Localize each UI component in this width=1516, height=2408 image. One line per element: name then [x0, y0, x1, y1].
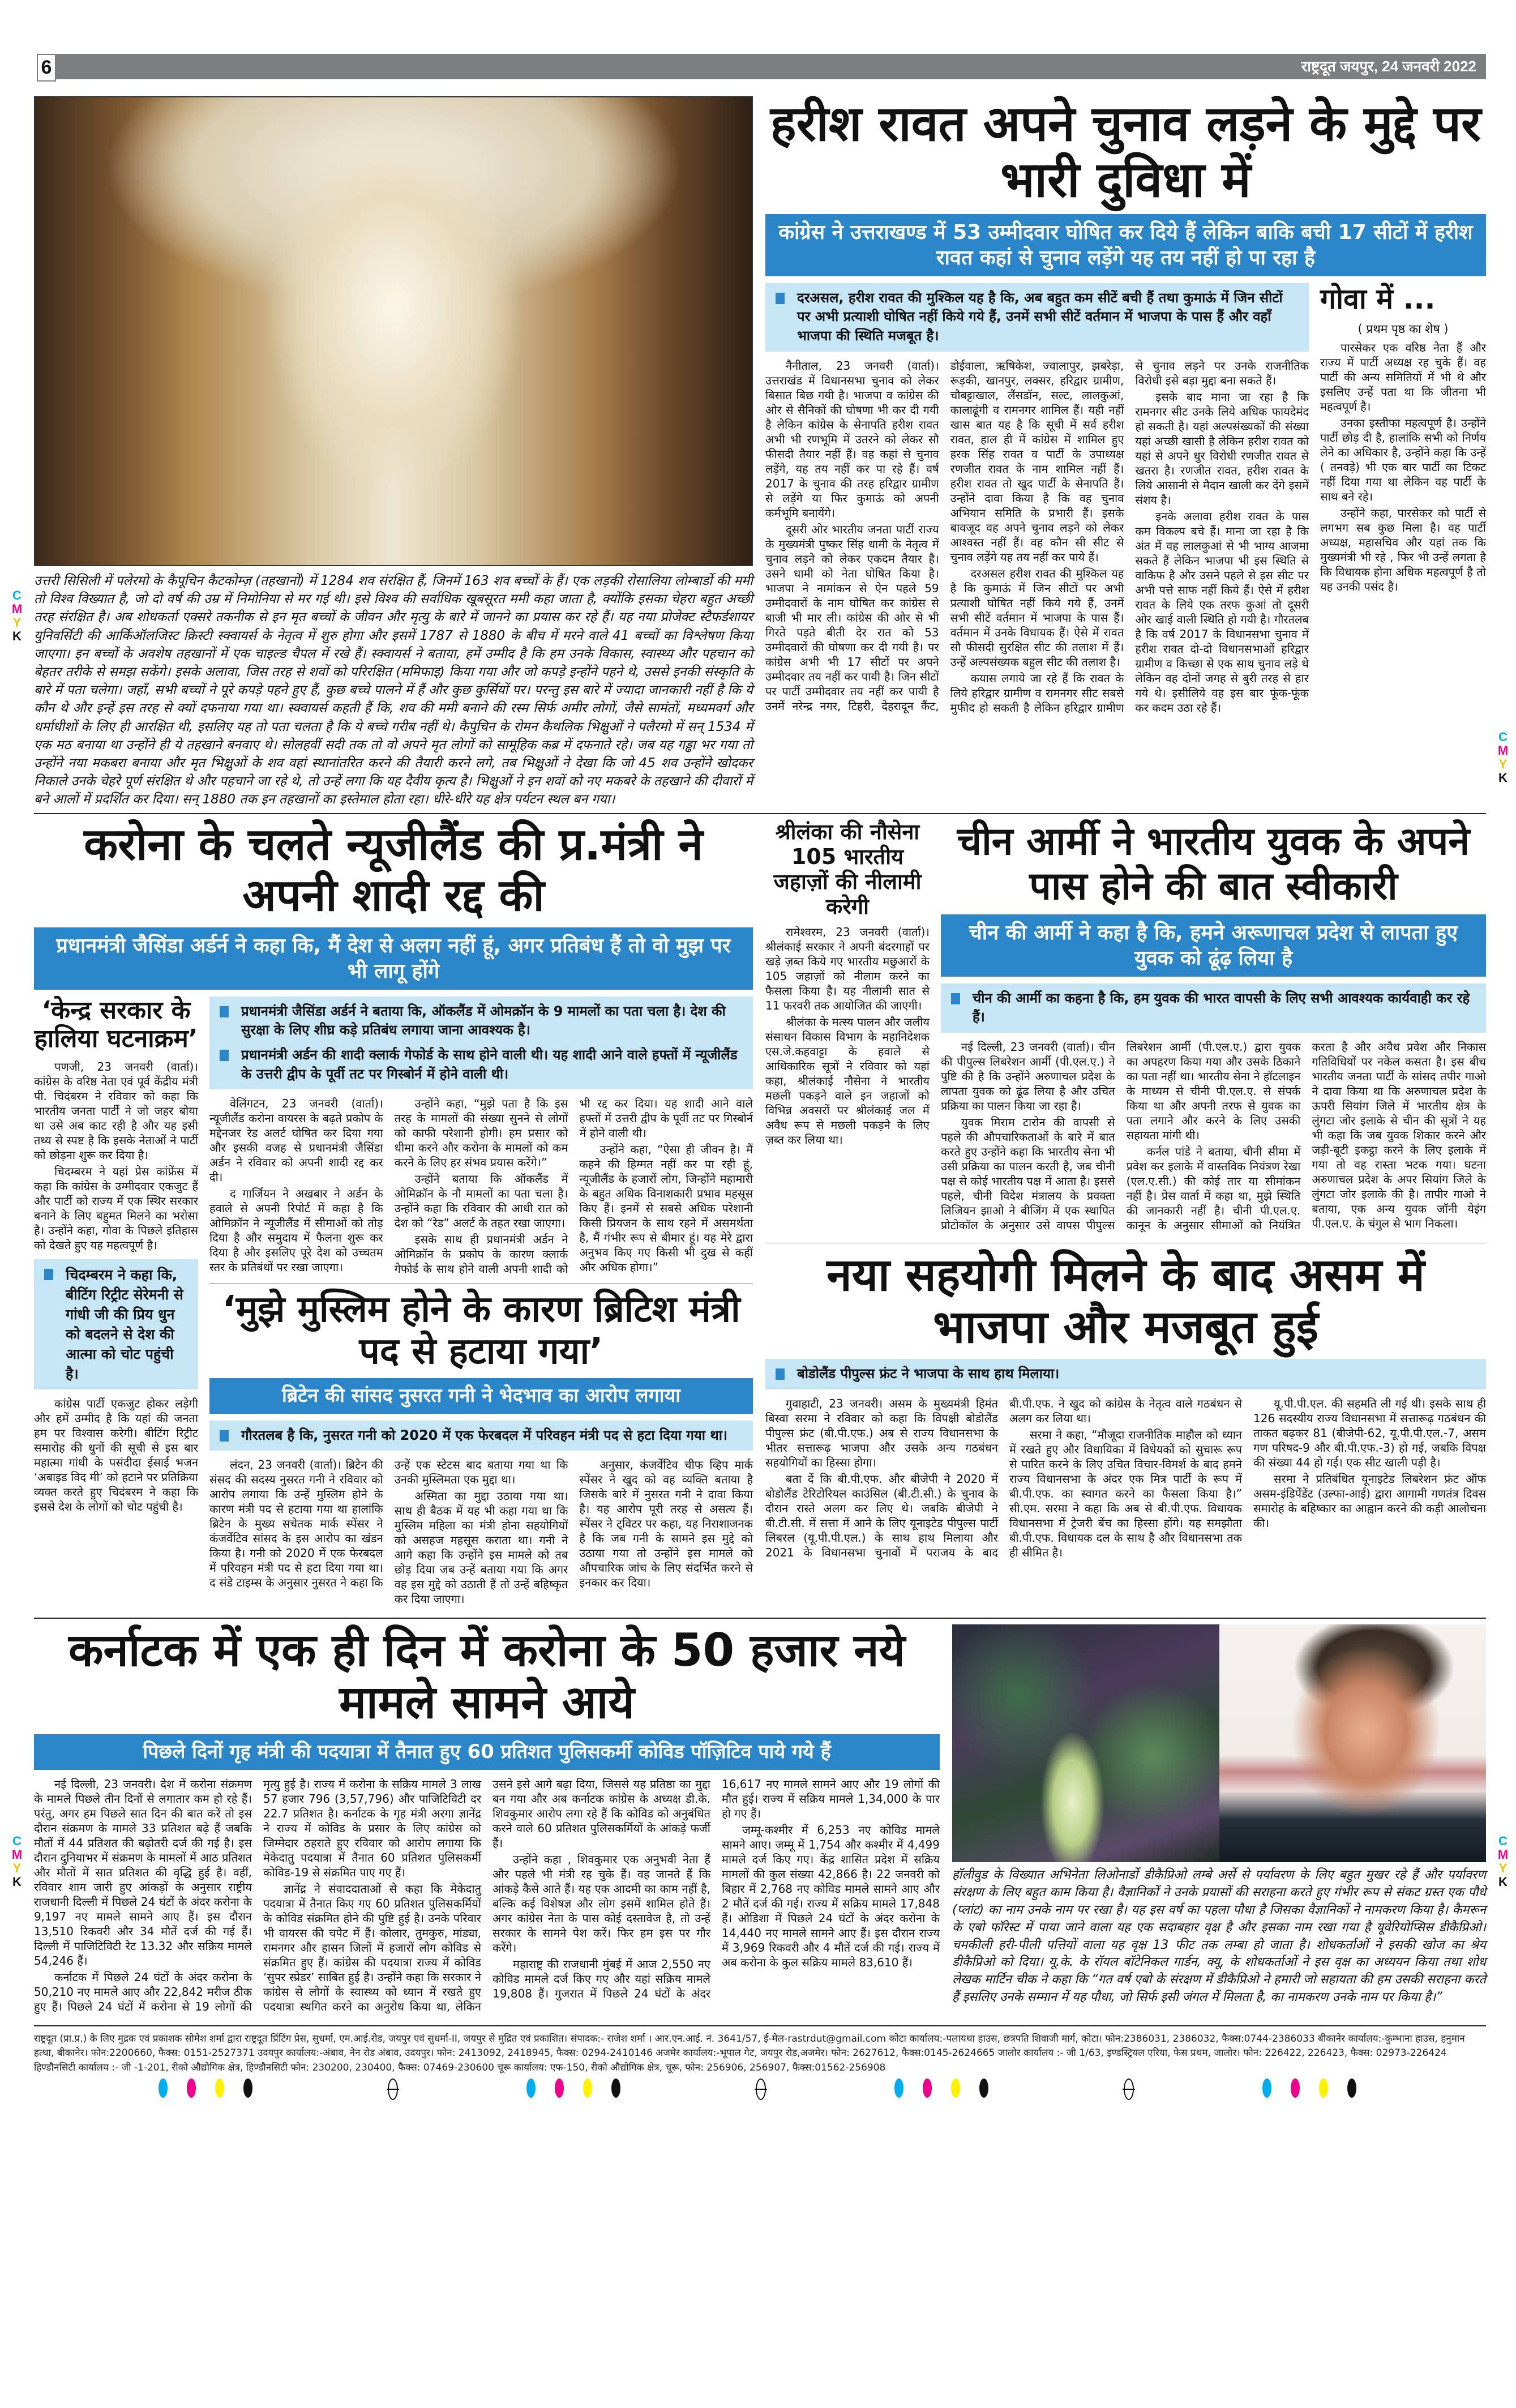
paragraph: श्रीलंका के मत्स्य पालन और जलीय संसाधन विकास विभाग के महानिदेशक एस.जे.कहवाट्टा के हवाले से आधिकारिक सूत्रों ने रविवार को यहां कहा, श्रीलंकाई नौसेना ने भारतीय मछली पकड़ने वाले इन जहाजों को विभिन्न अवसरों पर श्रीलंकाई जल में अवैध रूप से मछली पकड़ने के लिए ज़ब्त कर लिया था।: [765, 1015, 930, 1147]
registration-marks: [34, 2078, 1486, 2103]
catacomb-story: [34, 96, 753, 809]
highlight-text: प्रधानमंत्री अर्डन की शादी क्लार्क गेफोर्ड के साथ होने वाली थी। यह शादी आने वाले हफ्तों में न्यूजीलैंड के उत्तरी द्वीप के पूर्वी तट पर गिस्बोर्न में होने वाली थी।: [241, 1047, 738, 1082]
paragraph: सरमा ने कहा, “मौजूदा राजनीतिक माहौल को ध्यान में रखते हुए और विधायिका में विधेयकों को सुचारू रूप से पारित करने के लिए उचित विचार-विमर्श के बाद हमने राज्य विधानसभा के अंदर एक मित्र पार्टी के रूप में बी.पी.एफ. का स्वागत करने का फैसला किया है।” सी.एम. सरमा ने कहा कि अब से बी.पी.एफ. विधायक विधानसभा में ट्रेजरी बेंच का हिस्सा होंगे। यह समझौता बी.पी.एफ. विधायक दल के साथ है और विधानसभा तक ही सीमित है।: [1009, 1427, 1242, 1559]
black-dot: [611, 2078, 620, 2098]
karnataka-headline: कर्नाटक में एक ही दिन में करोना के 50 हजार नये मामले सामने आये: [68, 1624, 905, 1729]
srilanka-headline: श्रीलंका की नौसेना 105 भारतीय जहाज़ों की नीलामी करेगी: [773, 819, 922, 919]
black-dot: [243, 2078, 252, 2098]
china-highlight-box: [941, 983, 1486, 1033]
footer-imprint: राष्ट्रदूत (प्रा.प्र.) के लिए मुद्रक एवं प्रकाशक सोमेश शर्मा द्वारा राष्ट्रदूत प्रिंटिंग प्रेस, सुधर्मा, एम.आई.रोड, जयपुर एवं सुधर्मा-II, जयपुर से मुद्रित एवं प्रकाशित। संपादक:- राजेश शर्मा । आर.एन.आई. नं. 3641/57, ई-मेल-rastrdut@gmail.com कोटा कार्यालय:-पलायथा हाउस, छत्रपति शिवाजी मार्ग, कोटा। फोन:2386031, 2386032, फैक्स:0744-2386033 बीकानेर कार्यालय:-कुम्भाना हाउस, हनुमान हत्था, बीकानेर। फोन:2200660, फैक्स: 0151-2527371 उदयपुर कार्यालय:-अंबाव, नेन रोड अंबाव, उदयपुर। फोन: 2413092, 2418945, फैक्स: 0294-2410146 अजमेर कार्यालय:-भूपाल गेट, जयपुर रोड,अजमेर। फोन: 2627612, फैक्स:0145-2624665 जालोर कार्यालय :- जी 1/63, इण्डस्ट्रियल एरिया, फेस प्रथम, जालोर। फोन: 226422, 226423, फैक्स: 02973-226424 हिण्डौनसिटी कार्यालय :- जी -1-201, रीको औद्योगिक क्षेत्र, हिण्डौनसिटी फोन: 230200, 230400, फैक्स: 07469-230600 चूरू कार्यालय: एफ-150, रीको औद्योगिक क्षेत्र, चूरू, फोन: 256906, 256907, फैक्स:01562-256908: [34, 2033, 1465, 2073]
yellow-dot: [215, 2078, 224, 2098]
magenta-dot: [555, 2078, 564, 2098]
britain-subhead: ब्रिटेन की सांसद नुसरत गनी ने भेदभाव का आरोप लगाया: [209, 1378, 753, 1414]
bullet-square-icon: [776, 1368, 785, 1380]
right-middle: [765, 820, 1486, 1566]
row-top: [34, 96, 1486, 809]
goa-congress-headline: ‘केन्द्र सरकार के हालिया घटनाक्रम’: [34, 995, 198, 1054]
bullet-square-icon: [951, 993, 960, 1004]
highlight-text: चिदम्बरम ने कहा कि, बीटिंग रिट्रीट सेरेमनी से गांधी जी की प्रिय धुन को बदलने से देश की आत्मा को चोट पहुंची है।: [66, 1267, 183, 1382]
paragraph: महाराष्ट्र की राजधानी मुंबई में आज 2,550 नए कोविड मामले दर्ज किए गए और यहां सक्रिय मामले 19,808 हैं। गुजरात में पिछले 24 घंटों के अंदर 16,617 नए मामले सामने आए और 19 लोगों की मौत हुई। राज्य में सक्रिय मामले 1,34,000 के पार हो गए हैं।: [493, 1777, 940, 2000]
dicaprio-story: [952, 1624, 1486, 2006]
paragraph: बता दें कि बी.पी.एफ. और बीजेपी ने 2020 में बोडोलैंड टेरिटोरियल काउंसिल (बी.टी.सी.) के चुनाव के दौरान रास्ते अलग कर लिए थे। जबकि बीजेपी ने बी.टी.सी. में सत्ता में आने के लिए यूनाइटेड पीपुल्स पार्टी लिबरल (यू.पी.पी.एल.) के साथ हाथ मिलाया और 2021 के विधानसभा चुनावों में पराजय के बाद बी.पी.एफ. ने खुद को कांग्रेस के नेतृत्व वाले गठबंधन से अलग कर लिया था।: [765, 1396, 1242, 1559]
left-middle: [34, 820, 753, 1613]
highlight-text: गौरतलब है कि, नुसरत गनी को 2020 में एक फेरबदल में परिवहन मंत्री पद से हटा दिया गया था।: [241, 1427, 728, 1443]
registration-crosshair-icon: [388, 2078, 398, 2100]
harish-article-body: [765, 358, 1309, 715]
magenta-dot: [187, 2078, 196, 2098]
paragraph: उन्होंने बताया कि ऑकलैंड में ओमिक्रॉन के नौ मामलों का पता चला है। उन्होंने कहा कि रविवार की आधी रात को देश को “रेड” अलर्ट के तहत रखा जाएगा।: [394, 1172, 568, 1230]
paragraph: गुवाहाटी, 23 जनवरी। असम के मुख्यमंत्री हिमंत बिस्वा सरमा ने रविवार को कहा कि विपक्षी बोडोलैंड पीपुल्स फ्रंट (बी.पी.एफ.) अब से राज्य विधानसभा के भीतर सत्तारूढ़ भाजपा और उसके अन्य गठबंधन सहयोगियों का हिस्सा होगा।: [765, 1396, 998, 1469]
assam-body: [765, 1396, 1486, 1560]
bullet-square-icon: [776, 293, 785, 304]
magenta-dot: [923, 2078, 932, 2098]
china-subhead: चीन की आर्मी ने कहा है कि, हमने अरूणाचल प्रदेश से लापता हुए युवक को ढूंढ़ लिया है: [941, 914, 1486, 977]
paragraph: चिदम्बरम ने यहां प्रेस कांफ्रेंस में कहा कि कांग्रेस के उम्मीदवार एकजुट हैं और पार्टी को राज्य में एक स्थिर सरकार बनाने के लिए बहुमत मिलने का भरोसा है। उन्होंने कहा, गोवा के पिछले इतिहास को देखते हुए यह महत्वपूर्ण है।: [34, 1165, 198, 1252]
assam-highlight-box: [765, 1359, 1486, 1389]
newzealand-subhead: प्रधानमंत्री जैसिंडा अर्डर्न ने कहा कि, मैं देश से अलग नहीं हूं, अगर प्रतिबंध हैं तो वो मुझ पर भी लागू होंगे: [34, 927, 753, 990]
cyan-dot: [159, 2078, 168, 2098]
yellow-dot: [583, 2078, 592, 2098]
harish-main: [765, 283, 1309, 722]
harish-story: [765, 96, 1486, 722]
paragraph: रामेश्वरम, 23 जनवरी (वार्ता)। श्रीलंकाई सरकार ने अपनी बंदरगाहों पर खड़े ज़ब्त किये गए भारतीय मछुआरों के 105 जहाज़ों को नीलाम करने का फैसला किया है। यह नीलामी सात से 11 फरवरी तक आयोजित की जाएगी।: [765, 925, 930, 1013]
cyan-dot: [1262, 2078, 1271, 2098]
paragraph: युवक मिराम टारोन की वापसी से पहले की औपचारिकताओं के बारे में बात करते हुए उन्होंने कहा कि भारतीय सेना भी उसी प्रक्रिया का पालन करती है, जब चीनी पक्ष से कोई भारतीय पक्ष में आता है। इससे पहले, चीनी विदेश मंत्रालय के प्रवक्ता लिजियन झाओ ने बीजिंग में एक स्थापित प्रोटोकॉल के अनुसार उसे वापस पीपुल्स लिबरेशन आर्मी (पी.एल.ए.) द्वारा युवक का अपहरण किया गया और उसके ठिकाने का पता नहीं था। भारतीय सेना ने हॉटलाइन के माध्यम से चीनी पी.एल.ए. से संपर्क किया था और अपनी तरफ से युवक का पता लगाने और करने के लिए उसकी सहायता मांगी थी।: [941, 1040, 1301, 1232]
newzealand-headline: करोना के चलते न्यूजीलैंड की प्र.मंत्री ने अपनी शादी रद्द की: [84, 819, 703, 922]
newzealand-highlight-box: [209, 996, 753, 1089]
dateline: राष्ट्रदूत जयपुर, 24 जनवरी 2022: [1301, 58, 1476, 75]
paragraph: कयास लगाये जा रहे हैं कि रावत के लिये हरिद्वार ग्रामीण व रामनगर सीट सबसे मुफीद हो सकती है लेकिन हरिद्वार ग्रामीण से चुनाव लड़ने पर उनके राजनीतिक विरोधी इसे बड़ा मुद्दा बना सकते हैं।: [950, 358, 1309, 715]
paragraph: इसके बाद माना जा रहा है कि रामनगर सीट उनके लिये अधिक फायदेमंद हो सकती है। यहां अल्पसंख्यकों की संख्या यहां अच्छी खासी है लेकिन हरीश रावत को यहां से अपने धुर विरोधी रणजीत रावत से खतरा है। रणजीत रावत, हरीश रावत के लिये आसानी से मैदान खाली कर देंगे इसमें संशय है।: [1135, 390, 1309, 507]
paragraph: कर्नल पांडे ने बताया, चीनी सीमा में प्रवेश कर इलाके में वास्तविक नियंत्रण रेखा (एल.ए.सी.) की कोई तार या सीमांकन नहीं है। प्रेस वार्ता में कहा था, मुझे स्थिति की जानकारी नहीं है। चीनी पी.एल.ए. कानून के अनुसार सीमाओं को नियंत्रित करता है और अवैध प्रवेश और निकास गतिविधियों पर नकेल कसता है। इस बीच भारतीय जनता पार्टी के सांसद तपीर गाओ ने दावा किया था कि अरुणाचल प्रदेश के ऊपरी सियांग जिले में भारतीय क्षेत्र के लुंगटा जोर इलाके से चीन की सूत्रों ने यह भी कहा कि जब युवक शिकार करने और जड़ी-बूटी इकट्ठा करने के लिए इलाके में गया तो वह रास्ता भटक गया। घटना अरुणाचल प्रदेश के अपर सियांग जिले के लुंगटा जोर इलाके की है। तापीर गाओ ने बताया, एक अन्य युवक जॉनी येइंग पी.एल.ए. के चंगुल से भाग निकला।: [1126, 1040, 1486, 1232]
goa-continued-label: ( प्रथम पृष्ठ का शेष ): [1357, 322, 1449, 336]
paragraph: पणजी, 23 जनवरी (वार्ता)। कांग्रेस के वरिष्ठ नेता एवं पूर्व केंद्रीय मंत्री पी. चिदंबरम ने रविवार को कहा कि भारतीय जनता पार्टी ने जो जहर बोया था उसे अब काट रही है और यह इसी तथ्य से स्पष्ट है कि इसके नेताओं ने पार्टी को छोड़ना शुरू कर दिया है।: [34, 1060, 198, 1162]
paragraph: पारसेकर एक वरिष्ठ नेता हैं और राज्य में पार्टी अध्यक्ष रह चुके हैं। वह पार्टी की अन्य समितियों में भी थे और इसलिए उन्हें पता था कि जीतना भी महत्वपूर्ण है।: [1320, 341, 1486, 414]
srilanka-story: [765, 820, 930, 1154]
china-headline: चीन आर्मी ने भारतीय युवक के अपने पास होने की बात स्वीकारी: [957, 819, 1470, 909]
yellow-dot: [951, 2078, 960, 2098]
goa-column: [1320, 283, 1486, 601]
cmyk-mark: C M Y K: [11, 1834, 23, 1889]
left-middle-columns: [34, 996, 753, 1614]
footer-divider: [34, 2025, 1486, 2026]
section-divider: [34, 813, 1486, 814]
paragraph: उन्होंने कहा, “मुझे पता है कि इस तरह के मामलों की संख्या सुनने से लोगों को काफी परेशानी होगी। हम प्रसार को धीमा करने और करोना के मामलों को कम करने के लिए हर संभव प्रयास करेंगे।”: [394, 1097, 568, 1170]
goa-headline: गोवा में ...: [1320, 282, 1436, 315]
karnataka-body: [34, 1777, 940, 2014]
dicaprio-caption: हॉलीवुड के विख्यात अभिनेता लिओनार्डो डीकैप्रिओ लम्बे अर्से से पर्यावरण के लिए बहुत मुखर रहे हैं और पर्यावरण संरक्षण के लिए बहुत काम किया है। वैज्ञानिकों ने उनके प्रयासों की सराहना करते हुए गंभीर रूप से संकट ग्रस्त एक पौधे (प्लांट) का नाम उनके नाम पर रखा है। यह इस वर्ष का पहला पौधा है जिसका वैज्ञानिकों ने नामकरण किया है। कैमरून के एबो फॉरेस्ट में पाया जाने वाला यह एक सदाबहार वृक्ष है और इसका नाम रखा गया है यूवेरियोप्सिस डीकैप्रिओ। चमकीली हरी-पीली पत्तियों वाला यह वृक्ष 13 फीट तक लम्बा हो जाता है। शोधकर्ताओं ने इसकी खोज का श्रेय डीकैप्रिओ को दिया। यू.के. के रॉयल बॉटेनिकल गार्डन, क्यू, के शोधकर्ताओं ने इस वृक्ष का अध्ययन किया तथा शोध लेखक मार्टिन चीक ने कहा कि “गत वर्ष एबो के संरक्षण में डीकैप्रिओ ने हमारी जो सहायता की हम उसकी सराहना करते हैं इसलिए उनके सम्मान में यह पौधा, जो सिर्फ इसी जंगल में मिलता है, का नामकरण उनके नाम पर किया है।”: [952, 1868, 1486, 2005]
britain-body: [209, 1457, 753, 1606]
paragraph: कांग्रेस पार्टी एकजुट होकर लड़ेगी और हमें उम्मीद है कि यहां की जनता हम पर विश्वास करेगी। बीटिंग रिट्रीट समारोह की धुनों की सूची से इस बार महात्मा गांधी के पसंदीदा ईसाई भजन ‘अबाइड विद मी’ को हटाने पर प्रतिक्रिया व्यक्त करते हुए चिदंबरम ने कहा कि इससे देश के लोगों को चोट पहुंची है।: [34, 1397, 198, 1513]
assam-headline: नया सहयोगी मिलने के बाद असम में भाजपा और मजबूत हुई: [826, 1248, 1425, 1353]
goa-congress-body-bottom: [34, 1396, 198, 1514]
highlight-text: बोडोलैंड पीपुल्स फ्रंट ने भाजपा के साथ हाथ मिलाया।: [797, 1366, 1060, 1382]
goa-body: [1320, 340, 1486, 594]
cyan-dot: [526, 2078, 536, 2098]
cmyk-mark: C M Y K: [1497, 1834, 1509, 1889]
britain-headline: ‘मुझे मुस्लिम होने के कारण ब्रिटिश मंत्री पद से हटाया गया’: [222, 1289, 740, 1372]
bullet-square-icon: [220, 1006, 229, 1017]
magenta-dot: [1291, 2078, 1300, 2098]
black-dot: [1347, 2078, 1356, 2098]
page-header-bar: [54, 54, 1486, 79]
plant-photo: [952, 1624, 1219, 1862]
registration-crosshair-icon: [1124, 2078, 1134, 2100]
catacomb-caption: उत्तरी सिसिली में पलेरमो के कैपूचिन कैटकोम्ज़ (तहखानों) में 1284 शव संरक्षित हैं, जिनमें 163 शव बच्चों के हैं। एक लड़की रोसालिया लोम्बार्डो की ममी तो विश्व विख्यात है, जो दो वर्ष की उम्र में निमोनिया से मर गई थी। इसे विश्व की सर्वाधिक खूबसूरत ममी कहा जाता है, क्योंकि इसका चेहरा बहुत अच्छी तरह संरक्षित है। अब शोधकर्ता एक्सरे तकनीक से इन मृत बच्चों के जीवन और मृत्यु के बारे में जानने का प्रयास कर रहे हैं। यह नया प्रोजेक्ट स्टैफर्डशायर युनिवर्सिटी की आर्किऑलजिस्ट क्रिस्टी स्क्वायर्स के नेतृत्व में शुरु होगा और इसमें 1787 से 1880 के बीच में मरने वाले 41 बच्चों का विश्लेषण किया जाएगा। इन बच्चों के अवशेष तहखानों में एक चाइल्ड चैपल में रखे हैं। स्क्वायर्स ने बताया, हमें उम्मीद है कि हम उनके विकास, स्वास्थ्य और पहचान को बेहतर तरीके से समझ सकेंगे। इसके अलावा, जिस तरह से शवों को परिरक्षित (ममिफाइ) किया गया और जो कपड़े इन्होंने पहने थे, उससे इनकी संस्कृति के बारे में पता चलेगा। जहाँ, सभी बच्चों ने पूरे कपड़े पहने हुए हैं, कुछ बच्चे पालने में हैं और कुछ कुर्सियों पर। परन्तु इस बारे में ज्यादा जानकारी नहीं है कि ये कौन थे और इन्हें इस तरह से क्यों दफनाया गया था। स्क्वायर्स कहती हैं कि, शव की ममी बनाने की रस्म सिर्फ अमीर लोगों, जैसे सामंतों, मध्यमवर्ग और धर्माधीशों के लिए ही आरक्षित थी, इसलिए यह तो पता चलता है कि ये बच्चे गरीब नहीं थे। कैपुचिन के रोमन कैथलिक भिक्षुओं ने पलैरमो में सन् 1534 में एक मठ बनाया था उन्होंने ही ये तहखाने बनवाए थे। सोलहवीं सदी तक तो वो अपने मृत लोगों को सामूहिक कब्र में दफनाते रहे। जब यह गड्ढा भर गया तो उन्होंने नया मकबरा बनाया और मृत भिक्षुओं के शव वहां स्थानांतरित करने की तैयारी करने लगे, तब भिक्षुओं ने देखा कि जो 45 शव उन्होंने खोदकर निकाले उनके चेहरे पूर्ण संरक्षित थे और पहचाने जा रहे थे, तो उन्हें लगा कि यह दैवीय कृत्य है। भिक्षुओं ने इन शवों को नए मकबरे के तहखाने की दीवारों में बने आलों में प्रदर्शित कर दिया। सन् 1880 तक इन तहखानों का इस्तेमाल होता रहा। धीरे-धीरे यह क्षेत्र पर्यटन स्थल बन गया।: [34, 574, 753, 807]
paragraph: नैनीताल, 23 जनवरी (वार्ता)। उत्तराखंड में विधानसभा चुनाव को लेकर बिसात बिछ गयी है। भाजपा व कांग्रेस की ओर से सैनिकों की घोषणा भी कर दी गयी है लेकिन कांग्रेस के सेनापति हरीश रावत अभी भी रणभूमि में उतरने को लेकर सौ फीसदी तैयार नहीं हैं। वह कहां से चुनाव लड़ेंगे, यह तय नहीं कर पा रहे हैं। वर्ष 2017 के चुनाव की तरह हरिद्वार ग्रामीण से लड़ेंगे या फिर कुमाऊं को अपनी कर्मभूमि बनायेंगे।: [765, 358, 939, 520]
bullet-square-icon: [220, 1050, 229, 1061]
paragraph: उनका इस्तीफा महत्वपूर्ण है। उन्होंने पार्टी छोड़ दी है, हालांकि सभी को निर्णय लेने का अधिकार है, उन्होंने कहा कि उन्हें ( तनवड़े) भी एक बार पार्टी का टिकट नहीं दिया गया था लेकिन वह पार्टी के साथ बने रहे।: [1320, 416, 1486, 504]
paragraph: अस्मिता का मुद्दा उठाया गया था। साथ ही बैठक में यह भी कहा गया था कि मुस्लिम महिला का मंत्री होना सहयोगियों को असहज महसूस कराता था। गनी ने आगे कहा कि उन्होंने इस मामले को तब छोड़ दिया जब उन्हें बताया गया कि अगर वह इस मुद्दे को उठाती हैं तो उन्हें बहिष्कृत कर दिया जाएगा।: [394, 1489, 568, 1606]
bullet-square-icon: [44, 1269, 53, 1280]
paragraph: उन्होंने कहा , शिवकुमार एक अनुभवी नेता हैं और पहले भी मंत्री रह चुके हैं। वह जानते हैं कि आंकड़े कैसे आते हैं। यह एक आदमी का काम नहीं है, बल्कि कई विशेषज्ञ और लोग इसमें शामिल होते हैं। अगर कांग्रेस नेता के पास कोई दस्तावेज है, तो उन्हें सरकार के सामने पेश करें। फिर हम इस पर गौर करेंगे।: [493, 1852, 710, 1954]
karnataka-subhead: पिछले दिनों गृह मंत्री की पदयात्रा में तैनात हुए 60 प्रतिशत पुलिसकर्मी कोविड पॉज़िटिव पाये गये हैं: [34, 1734, 940, 1770]
cyan-dot: [894, 2078, 903, 2098]
nz-britain-column: [209, 996, 753, 1614]
goa-congress-highlight-box: [34, 1259, 198, 1389]
paragraph: ज्ञानेंद्र ने संवाददाताओं से कहा कि मेकेदातु पदयात्रा में तैनात किए गए 60 प्रतिशत पुलिसकर्मियों के कोविड संक्रमित होने की पुष्टि हुई है। उनके परिवार भी वायरस की चपेट में हैं। कोलार, तुमकुरु, मांड्या, रामनगर और हासन जिलों में हजारों लोग कोविड से संक्रमित हुए हैं। कांग्रेस की पदयात्रा राज्य में कोविड ‘सुपर स्प्रेडर’ साबित हुई है। उन्होंने कहा कि सरकार ने कांग्रेस से लोगों के स्वास्थ्य को ध्यान में रखते हुए पदयात्रा स्थगित करने का अनुरोध किया था, लेकिन उसने इसे आगे बढ़ा दिया, जिससे यह प्रतिष्ठा का मुद्दा बन गया और अब कर्नाटक कांग्रेस के अध्यक्ष डी.के. शिवकुमार आरोप लगा रहे हैं कि कोविड को अनुबंधित करने वाले 60 प्रतिशत पुलिसकर्मियों के आंकड़े फर्जी हैं।: [263, 1777, 710, 2013]
china-body: [941, 1040, 1486, 1233]
harish-subhead: कांग्रेस ने उत्तराखण्ड में 53 उम्मीदवार घोषित कर दिये हैं लेकिन बाकि बची 17 सीटों में हरीश रावत कहां से चुनाव लड़ेंगे यह तय नहीं हो पा रहा है: [765, 214, 1486, 276]
row-bottom: [34, 1624, 1486, 2021]
paragraph: कर्नाटक में पिछले 24 घंटों के अंदर करोना के 50,210 नए मामले आए और 22,842 मरीज ठीक हुए हैं। पिछले 24 घंटों में करोना से 19 लोगों की मृत्यु हुई है। राज्य में करोना के सक्रिय मामले 3 लाख 57 हजार 796 (3,57,796) और पाजिटिविटी दर 22.7 प्रतिशत है। कर्नाटक के गृह मंत्री अरगा ज्ञानेंद्र ने राज्य में कोविड के प्रसार के लिए कांग्रेस को जिम्मेदार ठहराते हुए रविवार को आरोप लगाया कि मेकेदातु पदयात्रा में तैनात 60 प्रतिशत पुलिसकर्मी कोविड-19 से संक्रमित पाए गए हैं।: [34, 1777, 481, 2013]
paragraph: लंदन, 23 जनवरी (वार्ता)। ब्रिटेन की संसद की सदस्य नुसरत गनी ने रविवार को आरोप लगाया कि उन्हें मुस्लिम होने के कारण मंत्री पद से हटाया गया था हालांकि ब्रिटेन के मुख्य सचेतक मार्क स्पेंसर ने कंजर्वेटिव सांसद के इस आरोप का खंडन किया है। गनी को 2020 में एक फेरबदल में परिवहन मंत्री पद से हटा दिया गया था। द संडे टाइम्स के अनुसार नुसरत ने कहा कि उन्हें एक स्टेटस बाद बताया गया था कि उनकी मुस्लिमता एक मुद्दा था।: [209, 1458, 568, 1590]
highlight-text: चीन की आर्मी का कहना है कि, हम युवक की भारत वापसी के लिए सभी आवश्यक कार्यवाही कर रहे हैं।: [973, 990, 1470, 1025]
paragraph: नई दिल्ली, 23 जनवरी (वार्ता)। चीन की पीपुल्स लिबरेशन आर्मी (पी.एल.ए.) ने पुष्टि की है कि उन्होंने अरुणाचल प्रदेश के लापता युवक को ढूंढ लिया है और उचित प्रक्रिया का पालन किया जा रहा है।: [941, 1040, 1115, 1113]
goa-congress-story: [34, 996, 198, 1521]
page-content: [34, 96, 1486, 2103]
paragraph: सरमा ने प्रतिबंधित यूनाइटेड लिबरेशन फ्रंट ऑफ असम-इंडिपेंडेंट (उल्फा-आई) द्वारा आगामी गणतंत्र दिवस समारोह के बहिष्कार का आह्वान करने की कड़ी आलोचना की।: [1253, 1472, 1486, 1530]
goa-congress-body-top: [34, 1059, 198, 1252]
paragraph: नई दिल्ली, 23 जनवरी। देश में करोना संक्रमण के मामले पिछले तीन दिनों से लगातार कम हो रहे हैं। परंतु, अगर हम पिछले सात दिन की बात करें तो इस दौरान संक्रमण के मामले 33 प्रतिशत बढ़े हैं जबकि मौतों में 44 प्रतिशत की बढ़ोतरी दर्ज की गई है। इस दौरान दुनियाभर में संक्रमण के मामलों में आठ प्रतिशत और मौतों में सात प्रतिशत की वृद्धि हुई है। वहीं, रविवार शाम जारी हुए आंकड़ों के अनुसार राष्ट्रीय राजधानी दिल्ली में पिछले 24 घंटों के अंदर करोना के 9,197 नए मामले सामने आए हैं। इस दौरान 13,510 रिकवरी और 34 मौतें दर्ज की गई हैं। दिल्ली में पाजिटिविटी रेट 13.32 और सक्रिय मामले 54,246 हैं।: [34, 1777, 252, 1968]
harish-headline: हरीश रावत अपने चुनाव लड़ने के मुद्दे पर भारी दुविधा में: [770, 96, 1481, 208]
karnataka-story: [34, 1624, 940, 2021]
paragraph: दूसरी ओर भारतीय जनता पार्टी राज्य के मुख्यमंत्री पुष्कर सिंह धामी के नेतृत्व में चुनाव लड़ने को लेकर एकदम तैयार है। उसने धामी को नेता घोषित किया है। भाजपा ने नामांकन से ऐन पहले 59 उम्मीदवारों के नाम घोषित कर कांग्रेस से बाजी भी मार ली। कांग्रेस की ओर से भी गिरते पड़ते बीती देर रात को 53 उम्मीदवारों की घोषणा कर दी गयी है। पर कांग्रेस अभी भी 17 सीटों पर अपने उम्मीदवार तय नहीं कर पायी है। जिन सीटों पर पार्टी उम्मीदवार तय नहीं कर पायी है उनमें नरेन्द्र नगर, टिहरी, देहरादून कैंट, डोईवाला, ऋषिकेश, ज्वालापुर, झबरेड़ा, रूड़की, खानपुर, लक्सर, हरिद्वार ग्रामीण, चौबट्टाखाल, लैंसडॉन, सल्ट, लालकुआं, कालाढूंगी व रामनगर शामिल हैं। यही नहीं खास बात यह है कि सूची में सर्व हरीश रावत, हाल ही में कांग्रेस में शामिल हुए हरक सिंह रावत व पार्टी के उपाध्यक्ष रणजीत रावत के नाम शामिल नहीं हैं। हरीश रावत तो खुद पार्टी के सेनापति हैं। उन्होंने दावा किया है कि वह चुनाव अभियान समिति के प्रभारी हैं। इसके बावजूद वह अपने चुनाव लड़ने को लेकर आश्वस्त नहीं हैं। वह कौन सी सीट से चुनाव लड़ेंगे यह तय नहीं कर पाये हैं।: [765, 358, 1124, 713]
highlight-text: दरअसल, हरीश रावत की मुश्किल यह है कि, अब बहुत कम सीटें बची हैं तथा कुमाऊं में जिन सीटों पर अभी प्रत्याशी घोषित नहीं किये गये हैं, उनमें सभी सीटें वर्तमान में भाजपा के पास हैं और वहाँ भाजपा की स्थिति मजबूत है।: [797, 289, 1283, 344]
bullet-square-icon: [220, 1430, 229, 1442]
highlight-text: प्रधानमंत्री जैसिंडा अर्डर्न ने बताया कि, ऑकलैंड में ओमक्रॉन के 9 मामलों का पता चला है। देश की सुरक्षा के लिए शीघ्र कड़े प्रतिबंध लगाया जाना आवश्यक है।: [241, 1003, 726, 1038]
harish-highlight-box: [765, 283, 1309, 352]
paragraph: इसके साथ ही प्रधानमंत्री अर्डन ने ओमिक्रॉन के प्रकोप के कारण क्लार्क गेफोर्ड के साथ होने वाली अपनी शादी को भी रद्द कर दिया। यह शादी आने वाले हफ्तों में उत्तरी द्वीप के पूर्वी तट पर गिस्बोर्न में होने वाली थी।: [394, 1097, 753, 1276]
harish-columns: [765, 283, 1486, 722]
china-story: [941, 820, 1486, 1239]
catacomb-photo: [34, 96, 753, 566]
black-dot: [979, 2078, 988, 2098]
paragraph: यू.पी.पी.एल. की सहमति ली गई थी। इसके साथ ही 126 सदस्यीय राज्य विधानसभा में सत्तारूढ़ गठबंधन की ताकत बढ़कर 81 (बीजेपी-62, यू.पी.पी.एल.-7, असम गण परिषद-9 और बी.पी.एफ.-3) हो गई, जबकि विपक्ष की संख्या 44 हो गई। एक सीट खाली पड़ी है।: [1253, 1396, 1486, 1469]
page-number: 6: [37, 54, 56, 82]
paragraph: उन्होंने कहा, “ऐसा ही जीवन है। मैं कहने की हिम्मत नहीं कर पा रही हूं, न्यूजीलैंड के हजारों लोग, जिन्होंने महामारी के बहुत अधिक विनाशकारी प्रभाव महसूस किए हैं। इनमें से सबसे अधिक परेशानी किसी प्रियजन के साथ रहने में असमर्थता है, मैं गंभीर रूप से बीमार हूं। यह मेरे द्वारा अनुभव किए गए किसी भी दुख से कहीं और अधिक होगा।”: [579, 1143, 753, 1274]
dicaprio-photos: [952, 1624, 1486, 1862]
srilanka-china-row: [765, 820, 1486, 1239]
britain-highlight-box: [209, 1421, 753, 1451]
row-middle: [34, 820, 1486, 1613]
cmyk-mark: C M Y K: [1497, 730, 1509, 785]
section-divider: [34, 1618, 1486, 1619]
paragraph: उन्होंने कहा, पारसेकर को पार्टी से लगभग सब कुछ मिला है। वह पार्टी अध्यक्ष, महासचिव और यहां तक कि मुख्यमंत्री भी रहे , फिर भी उन्हें लगता है कि विधायक होना अधिक महत्वपूर्ण है तो यह उनकी पसंद है।: [1320, 506, 1486, 594]
cmyk-mark: C M Y K: [11, 588, 23, 643]
paragraph: इनके अलावा हरीश रावत के पास कम विकल्प बचे हैं। माना जा रहा है कि अंत में वह लालकुआं से भी भाग्य आजमा सकते हैं लेकिन भाजपा भी इस स्थिति से वाकिफ है और उसने पहले से इस सीट पर अभी पत्ते साफ नहीं किये हैं। ऐसे में हरीश रावत के लिये एक तरफ कुआं तो दूसरी ओर खाई वाली स्थिति हो गयी है। गौरतलब है कि वर्ष 2017 के विधानसभा चुनाव में हरीश रावत दो-दो विधानसभाओं हरिद्वार ग्रामीण व किच्छा से एक साथ चुनाव लड़े थे लेकिन वह दोनों जगह से बुरी तरह से हार गये थे। इसीलिये वह इस बार फूंक-फूंक कर कदम उठा रहे हैं।: [1135, 509, 1309, 715]
paragraph: द गार्जियन ने अखबार ने अर्डन के हवाले से अपनी रिपोर्ट में कहा है कि ओमिक्रॉन ने न्यूजीलैंड में सीमाओं को तोड़ दिया है और समुदाय में फैलना शुरू कर दिया है और इसलिए पूरे देश को उच्चतम स्तर के प्रतिबंधों पर रखा जाएगा।: [209, 1187, 383, 1274]
paragraph: जम्मू-कश्मीर में 6,253 नए कोविड मामले सामने आए। जम्मू में 1,754 और कश्मीर में 4,499 मामले दर्ज किए गए। केंद्र शासित प्रदेश में सक्रिय मामलों की कुल संख्या 42,866 है। 22 जनवरी को बिहार में 2,768 नए कोविड मामले सामने आए और 2 मौतें दर्ज की गई। राज्य में सक्रिय मामले 17,848 हैं। ओडिशा में पिछले 24 घंटों के अंदर करोना के 14,440 नए मामले सामने आए हैं। इस दौरान राज्य में 3,969 रिकवरी और 4 मौतें दर्ज की गई। राज्य में अब करोना के कुल सक्रिय मामले 83,610 हैं।: [722, 1823, 940, 1969]
paragraph: अनुसार, कंजर्वेटिव चीफ व्हिप मार्क स्पेंसर ने खुद को वह व्यक्ति बताया है जिसके बारे में नुसरत गनी ने दावा किया है। यह आरोप पूरी तरह से असत्य हैं। स्पेंसर ने ट्विटर पर कहा, यह निराशाजनक है कि जब गनी के सामने इस मुद्दे को उठाया गया तो उन्होंने इस मामले को औपचारिक जांच के लिए संदर्भित करने से इनकार कर दिया।: [579, 1458, 753, 1590]
newzealand-body: [209, 1096, 753, 1276]
dicaprio-photo: [1219, 1624, 1486, 1862]
section-divider: [209, 1283, 753, 1284]
paragraph: दरअसल हरीश रावत की मुश्किल यह है कि कुमाऊं में जिन सीटों पर अभी प्रत्याशी घोषित नहीं किये गये हैं, उनमें सभी सीटें वर्तमान में भाजपा के पास हैं। वर्तमान में उनके विधायक हैं। ऐसे में रावत सौ फीसदी सुरक्षित सीट की तलाश में हैं। उन्हें अल्पसंख्यक बहुल सीट की तलाश है।: [950, 566, 1124, 669]
srilanka-body: [765, 925, 930, 1147]
paragraph: वेलिंगटन, 23 जनवरी (वार्ता)। न्यूजीलैंड करोना वायरस के बढ़ते प्रकोप के मद्देनजर रेड अलर्ट घोषित कर दिया गया और इसकी वजह से प्रधानमंत्री जैसिंडा अर्डन ने रविवार को अपनी शादी रद्द कर दी।: [209, 1097, 383, 1184]
registration-crosshair-icon: [756, 2078, 766, 2100]
yellow-dot: [1319, 2078, 1328, 2098]
